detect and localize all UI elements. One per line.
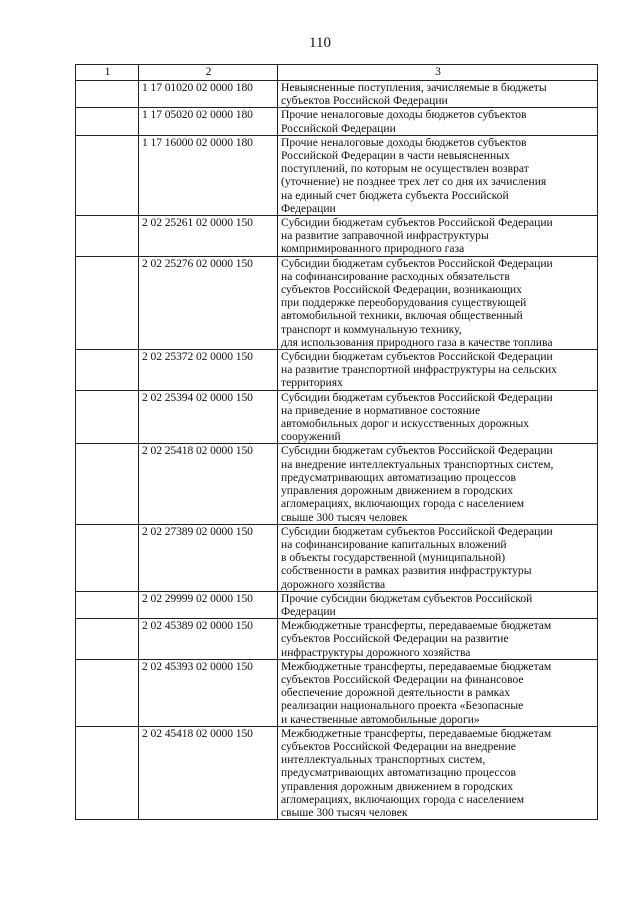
description-line: интеллектуальных транспортных систем, xyxy=(281,753,486,767)
description-line: транспорт и коммунальную технику, xyxy=(281,322,462,336)
budget-code-cell: 2 02 29999 02 0000 150 xyxy=(139,591,278,618)
revenue-description-cell xyxy=(278,350,598,391)
description-line: при поддержке переоборудования существующей xyxy=(281,296,527,310)
page-number: 110 xyxy=(309,35,331,51)
description-line: инфраструктуры дорожного хозяйства xyxy=(281,645,471,659)
description-line: поступлений, по которым не осуществлен возврат xyxy=(281,162,529,176)
row-number-cell xyxy=(76,81,139,108)
description-line: субъектов Российской Федерации на внедрение xyxy=(281,739,516,753)
description-line: Субсидии бюджетам субъектов Российской Федерации xyxy=(281,256,553,270)
row-number-cell xyxy=(76,216,139,257)
description-line: управления дорожным движением в городских xyxy=(281,484,514,498)
description-line: обеспечение дорожной деятельности в рамках xyxy=(281,686,511,700)
budget-code-cell: 2 02 25276 02 0000 150 xyxy=(139,256,278,349)
table-header xyxy=(76,65,598,81)
table-row xyxy=(76,216,598,257)
description-line: Межбюджетные трансферты, передаваемые бюджетам xyxy=(281,726,552,740)
table-row xyxy=(76,256,598,349)
budget-code-cell: 2 02 45393 02 0000 150 xyxy=(139,659,278,726)
table-row xyxy=(76,619,598,660)
description-line: субъектов Российской Федерации xyxy=(281,94,448,108)
description-line: агломерациях, включающих города с населением xyxy=(281,497,525,511)
row-number-cell xyxy=(76,726,139,819)
description-line: автомобильной техники, включая общественный xyxy=(281,309,523,323)
table-row xyxy=(76,108,598,135)
description-line: Прочие неналоговые доходы бюджетов субъектов xyxy=(281,108,527,122)
row-number-cell xyxy=(76,444,139,524)
description-line: сооружений xyxy=(281,430,341,444)
revenue-description-cell xyxy=(278,524,598,591)
table-row xyxy=(76,81,598,108)
description-line: собственности в рамках развития инфраструктуры xyxy=(281,564,532,578)
table-body xyxy=(76,81,598,820)
description-line: на софинансирование капитальных вложений xyxy=(281,537,507,551)
table-row xyxy=(76,524,598,591)
table-row xyxy=(76,659,598,726)
budget-code-cell: 2 02 25372 02 0000 150 xyxy=(139,350,278,391)
description-line: в объекты государственной (муниципальной) xyxy=(281,551,506,565)
row-number-cell xyxy=(76,591,139,618)
description-line: Межбюджетные трансферты, передаваемые бюджетам xyxy=(281,619,552,633)
description-line: свыше 300 тысяч человек xyxy=(281,510,408,524)
revenue-description-cell xyxy=(278,390,598,444)
table-row xyxy=(76,444,598,524)
row-number-cell xyxy=(76,108,139,135)
budget-code-cell: 2 02 25261 02 0000 150 xyxy=(139,216,278,257)
budget-code-cell: 1 17 05020 02 0000 180 xyxy=(139,108,278,135)
header-col-3: 3 xyxy=(278,65,598,81)
row-number-cell xyxy=(76,524,139,591)
revenue-description-cell xyxy=(278,444,598,524)
revenue-description-cell xyxy=(278,108,598,135)
description-line: на внедрение интеллектуальных транспортных систем, xyxy=(281,457,554,471)
description-line: управления дорожным движением в городских xyxy=(281,779,514,793)
description-line: реализации национального проекта «Безопасные xyxy=(281,699,524,713)
row-number-cell xyxy=(76,350,139,391)
budget-code-cell: 1 17 16000 02 0000 180 xyxy=(139,135,278,215)
description-line: Федерации xyxy=(281,201,336,215)
revenue-description-cell xyxy=(278,659,598,726)
table-row xyxy=(76,390,598,444)
description-line: компримированного природного газа xyxy=(281,242,465,256)
description-line: агломерациях, включающих города с населением xyxy=(281,792,525,806)
header-col-1: 1 xyxy=(76,65,139,81)
description-line: Прочие субсидии бюджетам субъектов Российской xyxy=(281,591,533,605)
row-number-cell xyxy=(76,390,139,444)
budget-classification-table xyxy=(75,64,598,820)
description-line: для использования природного газа в качестве топлива xyxy=(281,335,553,349)
budget-code-cell: 2 02 45389 02 0000 150 xyxy=(139,619,278,660)
description-line: субъектов Российской Федерации, возникающих xyxy=(281,283,522,297)
description-line: Федерации xyxy=(281,604,336,618)
table-row xyxy=(76,726,598,819)
description-line: Субсидии бюджетам субъектов Российской Федерации xyxy=(281,390,553,404)
description-line: Субсидии бюджетам субъектов Российской Федерации xyxy=(281,444,553,458)
budget-code-cell: 2 02 25394 02 0000 150 xyxy=(139,390,278,444)
description-line: Межбюджетные трансферты, передаваемые бюджетам xyxy=(281,659,552,673)
description-line: Российской Федерации в части невыясненных xyxy=(281,149,510,163)
row-number-cell xyxy=(76,256,139,349)
header-row xyxy=(76,65,598,81)
budget-code-cell: 2 02 25418 02 0000 150 xyxy=(139,444,278,524)
description-line: субъектов Российской Федерации на финансовое xyxy=(281,672,524,686)
description-line: Российской Федерации xyxy=(281,121,396,135)
description-line: Субсидии бюджетам субъектов Российской Федерации xyxy=(281,524,553,538)
revenue-description-cell xyxy=(278,619,598,660)
revenue-description-cell xyxy=(278,591,598,618)
row-number-cell xyxy=(76,619,139,660)
row-number-cell xyxy=(76,135,139,215)
revenue-description-cell xyxy=(278,726,598,819)
revenue-description-cell xyxy=(278,216,598,257)
description-line: субъектов Российской Федерации на развитие xyxy=(281,632,509,646)
description-line: Невыясненные поступления, зачисляемые в бюджеты xyxy=(281,81,547,94)
description-line: свыше 300 тысяч человек xyxy=(281,805,408,819)
header-col-2: 2 xyxy=(139,65,278,81)
budget-code-cell: 2 02 27389 02 0000 150 xyxy=(139,524,278,591)
row-number-cell xyxy=(76,659,139,726)
description-line: предусматривающих автоматизацию процессов xyxy=(281,766,516,780)
description-line: на приведение в нормативное состояние xyxy=(281,403,481,417)
description-line: автомобильных дорог и искусственных дорожных xyxy=(281,417,530,431)
table-row xyxy=(76,591,598,618)
revenue-description-cell xyxy=(278,135,598,215)
description-line: на развитие заправочной инфраструктуры xyxy=(281,229,489,243)
description-line: территориях xyxy=(281,376,343,390)
description-line: на софинансирование расходных обязательств xyxy=(281,269,510,283)
description-line: на развитие транспортной инфраструктуры на сельских xyxy=(281,363,557,377)
description-line: (уточнение) не позднее трех лет со дня их зачисления xyxy=(281,175,547,189)
revenue-description-cell xyxy=(278,256,598,349)
description-line: Субсидии бюджетам субъектов Российской Федерации xyxy=(281,216,553,230)
description-line: предусматривающих автоматизацию процессов xyxy=(281,470,516,484)
table-row xyxy=(76,135,598,215)
description-line: и качественные автомобильные дороги» xyxy=(281,712,480,726)
description-line: на единый счет бюджета субъекта Российской xyxy=(281,188,509,202)
description-line: Субсидии бюджетам субъектов Российской Федерации xyxy=(281,350,553,364)
table-row xyxy=(76,350,598,391)
budget-code-cell: 1 17 01020 02 0000 180 xyxy=(139,81,278,108)
revenue-description-cell xyxy=(278,81,598,108)
budget-code-cell: 2 02 45418 02 0000 150 xyxy=(139,726,278,819)
description-line: Прочие неналоговые доходы бюджетов субъектов xyxy=(281,135,527,149)
description-line: дорожного хозяйства xyxy=(281,577,386,591)
